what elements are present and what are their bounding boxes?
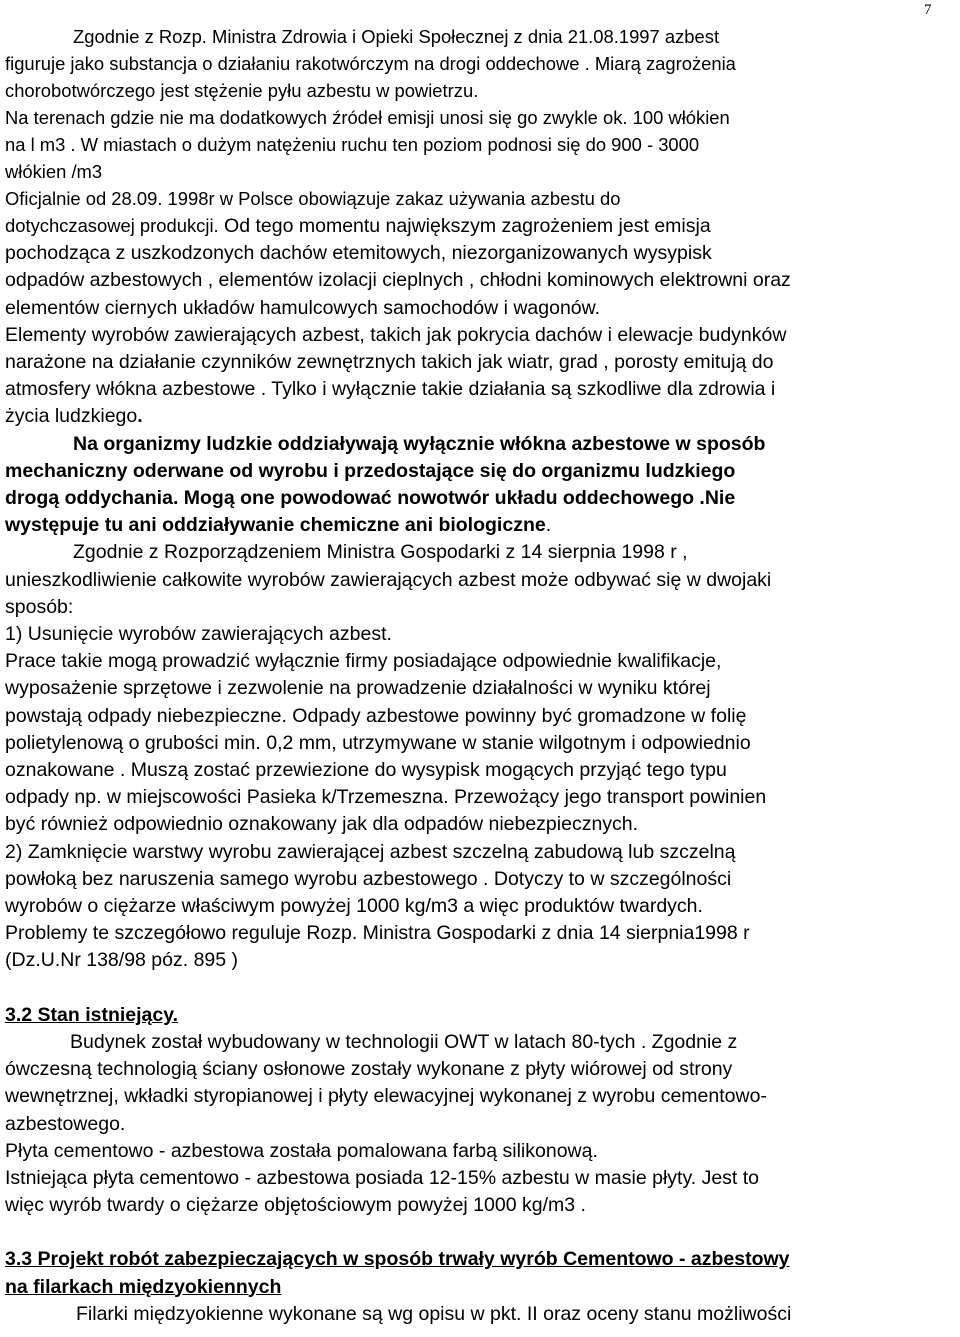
text-line: Zgodnie z Rozp. Ministra Zdrowia i Opieki Społecznej z dnia 21.08.1997 azbest — [73, 26, 720, 47]
text-line: Płyta cementowo - azbestowa została pomalowana farbą silikonową. — [5, 1139, 598, 1162]
text-line: na l m3 . W miastach o dużym natężeniu ruchu ten poziom podnosi się do 900 - 3000 — [5, 134, 700, 155]
paragraph-existing-state — [5, 1029, 955, 1219]
section-heading-3-3 — [5, 1246, 955, 1300]
text-run: . — [545, 514, 552, 537]
text-line: pochodząca z uszkodzonych dachów etemitowych, niezorganizowanych wysypisk — [5, 242, 712, 265]
text-line: odpadów azbestowych , elementów izolacji cieplnych , chłodni kominowych elektrowni oraz — [5, 269, 791, 292]
text-line: Problemy te szczegółowo reguluje Rozp. Ministra Gospodarki z dnia 14 sierpnia1998 r — [5, 922, 750, 945]
text-line: narażone na działanie czynników zewnętrznych takich jak wiatr, grad , porosty emitują do — [5, 351, 774, 374]
blank-line — [5, 975, 955, 1002]
heading-line: na filarkach międzyokiennych — [5, 1275, 282, 1298]
text-line: Prace takie mogą prowadzić wyłącznie firmy posiadające odpowiednie kwalifikacje, — [5, 650, 722, 673]
text-line: Filarki międzyokienne wykonane są wg opisu w pkt. II oraz oceny stanu możliwości — [76, 1302, 792, 1325]
paragraph-legal-basis — [5, 23, 955, 240]
text-line: oznakowane . Muszą zostać przewiezione do wysypisk mogących przyjąć tego typu — [5, 759, 727, 782]
heading-line: 3.3 Projekt robót zabezpieczających w sposób trwały wyrób Cementowo - azbestowy — [5, 1248, 790, 1271]
text-line: powłoką bez naruszenia samego wyrobu azbestowego . Dotyczy to w szczególności — [5, 867, 732, 890]
text-line: więc wyrób twardy o ciężarze objętościowym powyżej 1000 kg/m3 . — [5, 1194, 586, 1217]
page-number: 7 — [924, 2, 932, 18]
text-line: unieszkodliwienie całkowite wyrobów zawierających azbest może odbywać się w dwojaki — [5, 568, 772, 591]
blank-line — [5, 1219, 955, 1246]
text-line: Zgodnie z Rozporządzeniem Ministra Gospodarki z 14 sierpnia 1998 r , — [73, 541, 688, 564]
text-line: 2) Zamknięcie warstwy wyrobu zawierającej azbest szczelną zabudową lub szczelną — [5, 840, 736, 863]
text-run-bold: . — [137, 405, 143, 428]
text-line: wyposażenie sprzętowe i zezwolenie na prowadzenie działalności w wyniku której — [5, 677, 711, 700]
text-line: być również odpowiednio oznakowany jak dla odpadów niebezpiecznych. — [5, 813, 639, 836]
text-line: figuruje jako substancja o działaniu rakotwórczym na drogi oddechowe . Miarą zagrożenia — [5, 53, 736, 74]
section-heading-3-2: 3.2 Stan istniejący. — [5, 1003, 179, 1026]
text-line: elementów ciernych układów hamulcowych samochodów i wagonów. — [5, 296, 601, 319]
text-line: Na terenach gdzie nie ma dodatkowych źródeł emisji unosi się go zwykle ok. 100 włókien — [5, 107, 730, 128]
text-line: Budynek został wybudowany w technologii OWT w latach 80-tych . Zgodnie z — [70, 1030, 738, 1053]
document-body — [5, 23, 955, 1328]
text-line-mixed — [5, 212, 955, 240]
text-line: wyrobów o ciężarze właściwym powyżej 1000 kg/m3 a więc produktów twardych. — [5, 895, 703, 918]
text-line: Elementy wyrobów zawierających azbest, takich jak pokrycia dachów i elewacje budynków — [5, 323, 787, 346]
text-line: włókien /m3 — [5, 161, 103, 182]
text-line: odpady np. w miejscowości Pasieka k/Trzemeszna. Przewożący jego transport powinien — [5, 786, 767, 809]
text-line: atmosfery włókna azbestowe . Tylko i wyłącznie takie działania są szkodliwe dla zdrowia i — [5, 378, 776, 401]
text-run-small: dotychczasowej produkcji. — [5, 215, 219, 236]
text-line: Istniejąca płyta cementowo - azbestowa posiada 12-15% azbestu w masie płyty. Jest to — [5, 1166, 760, 1189]
paragraph-disposal-methods — [5, 539, 955, 974]
text-line — [5, 512, 955, 539]
text-line: chorobotwórczego jest stężenie pyłu azbestu w powietrzu. — [5, 80, 479, 101]
text-line: sposób: — [5, 595, 74, 618]
paragraph-health-impact — [5, 431, 955, 540]
text-line: Oficjalnie od 28.09. 1998r w Polsce obowiązuje zakaz używania azbestu do — [5, 188, 621, 209]
paragraph-emission-sources — [5, 240, 955, 430]
text-run-large: Od tego momentu największym zagrożeniem jest emisja — [218, 215, 711, 237]
text-line: mechaniczny oderwane od wyrobu i przedostające się do organizmu ludzkiego — [5, 459, 736, 482]
text-line: powstają odpady niebezpieczne. Odpady azbestowe powinny być gromadzone w folię — [5, 704, 747, 727]
text-run-bold: występuje tu ani oddziaływanie chemiczne ani biologiczne — [5, 514, 546, 537]
text-line: 1) Usunięcie wyrobów zawierających azbest. — [5, 623, 392, 646]
text-line: wewnętrznej, wkładki styropianowej i płyty elewacyjnej wykonanej z wyrobu cementowo- — [5, 1085, 767, 1108]
paragraph-protection-project — [5, 1301, 955, 1328]
text-line — [5, 403, 955, 430]
text-line: ówczesną technologią ściany osłonowe zostały wykonane z płyty wiórowej od strony — [5, 1058, 733, 1081]
text-line: drogą oddychania. Mogą one powodować nowotwór układu oddechowego .Nie — [5, 487, 736, 510]
text-run: życia ludzkiego — [5, 405, 138, 428]
text-line: polietylenową o grubości min. 0,2 mm, utrzymywane w stanie wilgotnym i odpowiednio — [5, 731, 751, 754]
text-line: (Dz.U.Nr 138/98 póz. 895 ) — [5, 949, 239, 972]
text-line: Na organizmy ludzkie oddziaływają wyłącznie włókna azbestowe w sposób — [73, 432, 766, 455]
text-line: azbestowego. — [5, 1112, 126, 1135]
